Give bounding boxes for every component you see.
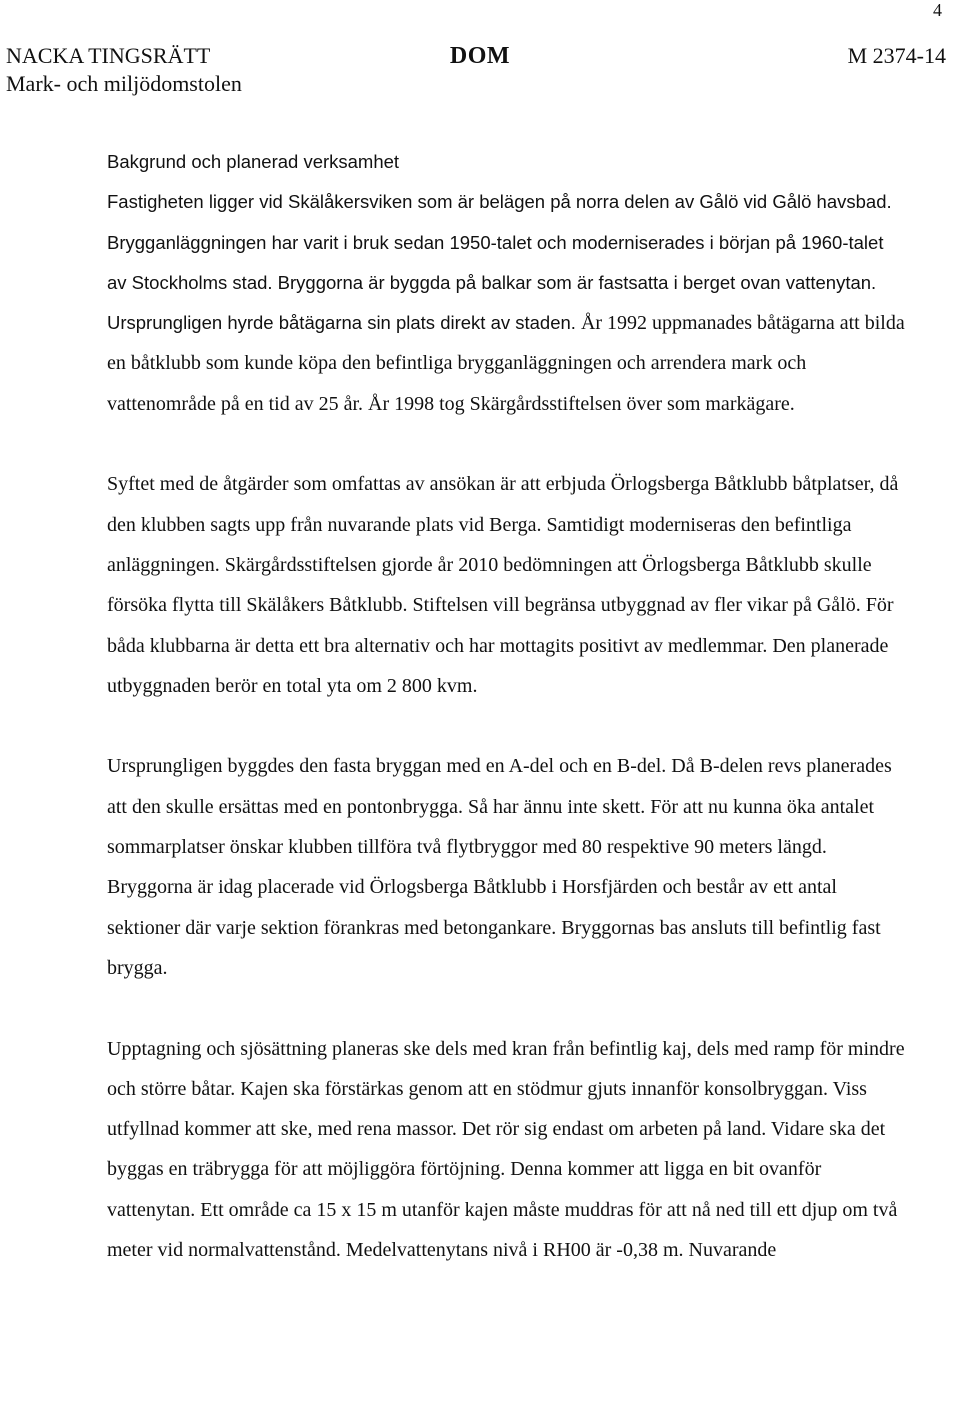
- document-body: [107, 142, 907, 1311]
- purpose-paragraph: Syftet med de åtgärder som omfattas av ansökan är att erbjuda Örlogsberga Båtklubb båtplatser, då den klubben sagts upp från nuvarande plats vid Berga. Samtidigt moderniseras den befintliga anläggningen. Skärgårdsstiftelsen gjorde år 2010 bedömningen att Örlogsberga Båtklubb skulle försöka flytta till Skälåkers Båtklubb. Stiftelsen vill begränsa utbyggnad av fler vikar på Gålö. För båda klubbarna är detta ett bra alternativ och har mottagits positivt av medlemmar. Den planerade utbyggnaden berör en total yta om 2 800 kvm.: [107, 473, 899, 697]
- document-type: DOM: [449, 43, 511, 69]
- section-heading: Bakgrund och planerad verksamhet: [107, 151, 400, 172]
- court-name-line1: NACKA TINGSRÄTT: [6, 43, 211, 68]
- docks-paragraph: Ursprungligen byggdes den fasta bryggan med en A-del och en B-del. Då B-delen revs planerades att den skulle ersättas med en pontonbrygga. Så har ännu inte skett. För att nu kunna öka antalet sommarplatser önskar klubben tillföra två flytbryggor med 80 respektive 90 meters längd. Bryggorna är idag placerade vid Örlogsberga Båtklubb i Horsfjärden och består av ett antal sektioner där varje sektion förankras med betongankare. Bryggornas bas ansluts till befintlig fast brygga.: [107, 755, 892, 979]
- launching-paragraph: Upptagning och sjösättning planeras ske dels med kran från befintlig kaj, dels med ramp för mindre och större båtar. Kajen ska förstärkas genom att en stödmur gjuts innanför konsolbryggan. Viss utfyllnad kommer att ske, med rena massor. Det rör sig endast om arbeten på land. Vidare ska det byggas en träbrygga för att möjliggöra förtöjning. Denna kommer att ligga en bit ovanför vattenytan. Ett område ca 15 x 15 m utanför kajen måste muddras för att nå ned till ett djup om två meter vid normalvattenstånd. Medelvattenytans nivå i RH00 är -0,38 m. Nuvarande: [107, 1037, 905, 1262]
- court-name-line2: Mark- och miljödomstolen: [6, 71, 242, 96]
- case-number: M 2374-14: [847, 43, 946, 68]
- paragraph-sans-part: Fastigheten ligger vid Skälåkersviken som är belägen på norra delen av Gålö vid Gålö havsbad. Brygganläggningen har varit i bruk sedan 1950-talet och moderniserades i början på 1960-talet av Stockholms stad. Bryggorna är byggda på balkar som är fastsatta i berget ovan vattenytan. Ursprungligen hyrde båtägarna sin plats direkt av staden.: [107, 191, 892, 334]
- page-number: 4: [933, 0, 942, 20]
- paragraph-serif-part: År 1992 uppmanades båtägarna att bilda en båtklubb som kunde köpa den befintliga brygganläggningen och arrendera mark och vattenområde på en tid av 25 år. År 1998 tog Skärgårdsstiftelsen över som markägare.: [107, 312, 905, 415]
- background-paragraph: [107, 142, 907, 424]
- document-header: [0, 42, 960, 102]
